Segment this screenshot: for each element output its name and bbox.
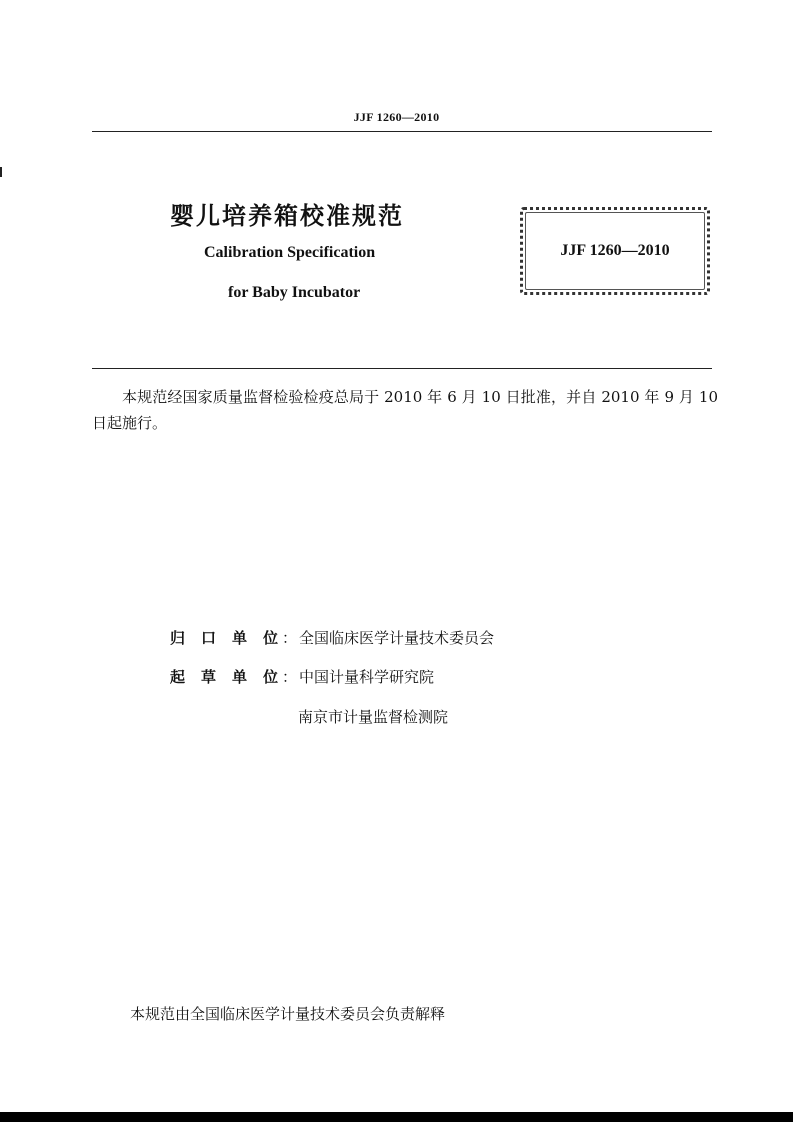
- drafting-unit-colon: ：: [282, 668, 298, 686]
- responsible-unit-value: 全国临床医学计量技术委员会: [299, 629, 495, 647]
- responsible-unit-label: 归 口 单 位: [170, 629, 278, 647]
- section-rule: [92, 368, 712, 369]
- interpretation-note: 本规范由全国临床医学计量技术委员会负责解释: [130, 1005, 446, 1023]
- scan-bottom-bar: [0, 1112, 793, 1122]
- responsible-unit-row: [170, 627, 494, 649]
- approval-statement: 本规范经国家质量监督检验检疫总局于 2010 年 6 月 10 日批准，并自 2010 年 9 月 10 日起施行。: [92, 388, 718, 432]
- scan-edge-mark: [0, 167, 2, 177]
- header-rule: [92, 131, 712, 132]
- drafting-unit-value-1: 中国计量科学研究院: [299, 668, 435, 686]
- title-english-line1: Calibration Specification: [204, 244, 376, 261]
- standard-code-box-text: JJF 1260—2010: [560, 242, 670, 259]
- title-chinese: 婴儿培养箱校准规范: [170, 202, 404, 230]
- drafting-unit-row: [170, 666, 434, 688]
- header-standard-code: JJF 1260—2010: [353, 110, 440, 124]
- responsible-unit-colon: ：: [282, 629, 298, 647]
- drafting-unit-label: 起 草 单 位: [170, 668, 278, 686]
- title-english-line2: for Baby Incubator: [228, 284, 361, 301]
- drafting-unit-value-2: 南京市计量监督检测院: [298, 708, 449, 726]
